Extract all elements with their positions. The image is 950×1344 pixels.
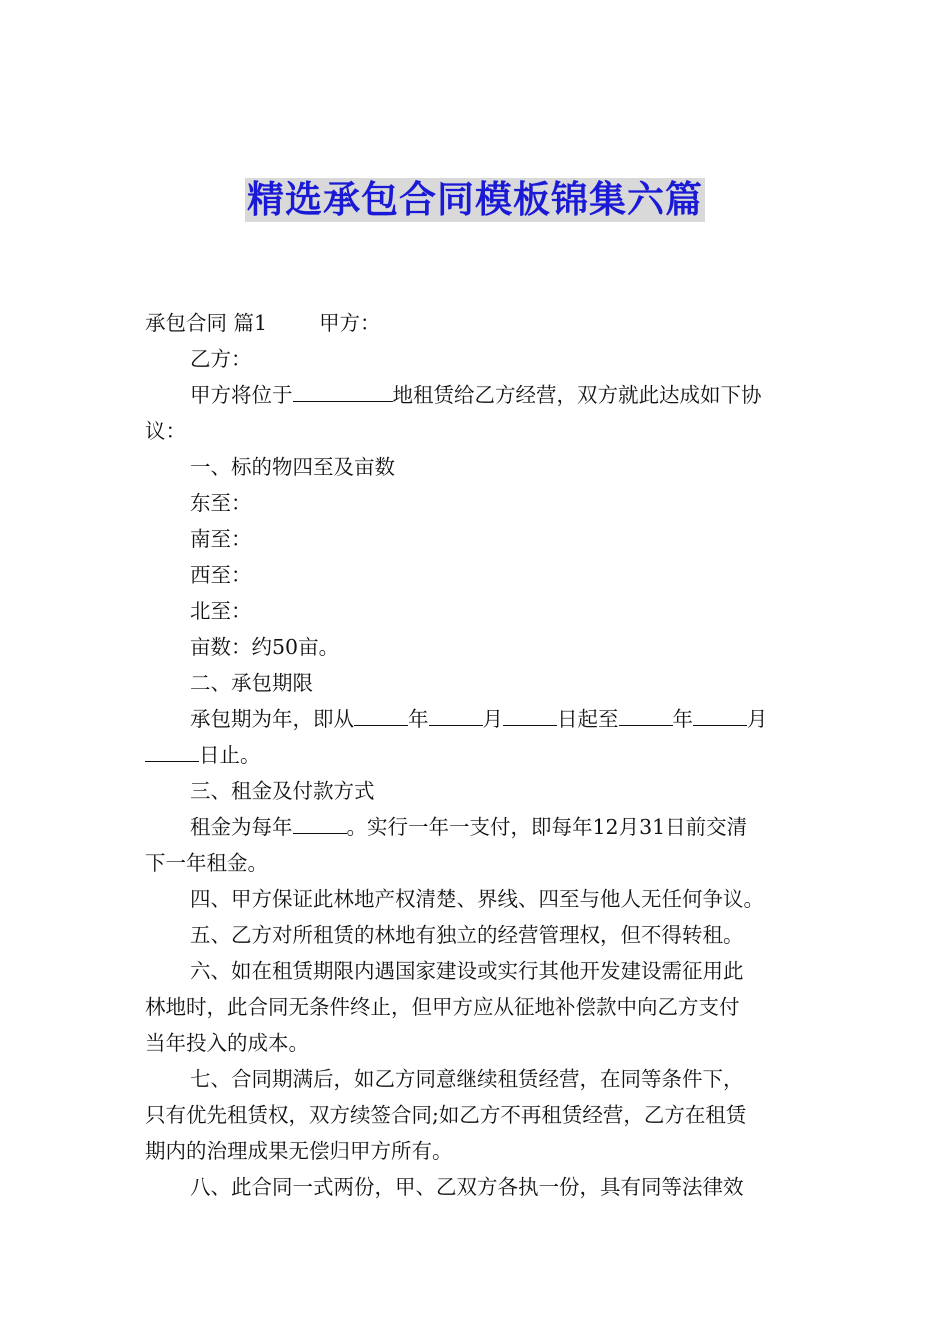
section-4: 四、甲方保证此林地产权清楚、界线、四至与他人无任何争议。	[190, 887, 764, 911]
section-6-line-1: 六、如在租赁期限内遇国家建设或实行其他开发建设需征用此	[190, 959, 744, 983]
section-6-line-2: 林地时，此合同无条件终止，但甲方应从征地补偿款中向乙方支付	[145, 995, 740, 1019]
title-block	[0, 178, 950, 222]
contract-heading-line	[145, 305, 807, 341]
intro-line-1: 甲方将位于 地租赁给乙方经营，双方就此达成如下协	[190, 383, 762, 407]
document-title: 精选承包合同模板锦集六篇	[247, 178, 703, 221]
section-8-line-1: 八、此合同一式两份，甲、乙双方各执一份，具有同等法律效	[190, 1175, 744, 1199]
start-day-blank	[503, 706, 557, 726]
section-7-line-2: 只有优先租赁权，双方续签合同;如乙方不再租赁经营，乙方在租赁	[145, 1103, 747, 1127]
section-7-line-1: 七、合同期满后，如乙方同意继续租赁经营，在同等条件下，	[190, 1067, 744, 1091]
location-blank	[293, 382, 393, 402]
north-boundary: 北至：	[190, 599, 252, 623]
intro-line-2: 议：	[145, 419, 186, 443]
document-body	[145, 305, 807, 1205]
rent-amount-blank	[293, 814, 347, 834]
start-year-blank	[354, 706, 408, 726]
contract-number-label: 承包合同 篇1	[145, 311, 268, 335]
acreage: 亩数：约50亩。	[190, 635, 340, 659]
section-7-line-3: 期内的治理成果无偿归甲方所有。	[145, 1139, 453, 1163]
end-year-blank	[619, 706, 673, 726]
start-month-blank	[429, 706, 483, 726]
south-boundary: 南至：	[190, 527, 252, 551]
rent-line-1: 租金为每年 。实行一年一支付，即每年12月31日前交清	[190, 815, 748, 839]
end-month-blank	[693, 706, 747, 726]
section-1-title: 一、标的物四至及亩数	[190, 455, 395, 479]
term-line-1: 承包期为年，即从 年 月 日起至 年 月	[190, 707, 768, 731]
term-line-2: 日止。	[145, 737, 807, 773]
section-5: 五、乙方对所租赁的林地有独立的经营管理权，但不得转租。	[190, 923, 744, 947]
rent-line-2: 下一年租金。	[145, 851, 268, 875]
party-b-label: 乙方：	[190, 347, 252, 371]
section-6-line-3: 当年投入的成本。	[145, 1031, 309, 1055]
west-boundary: 西至：	[190, 563, 252, 587]
section-3-title: 三、租金及付款方式	[190, 779, 375, 803]
east-boundary: 东至：	[190, 491, 252, 515]
end-day-blank	[145, 742, 199, 762]
party-a-label: 甲方：	[319, 311, 381, 335]
section-2-title: 二、承包期限	[190, 671, 313, 695]
